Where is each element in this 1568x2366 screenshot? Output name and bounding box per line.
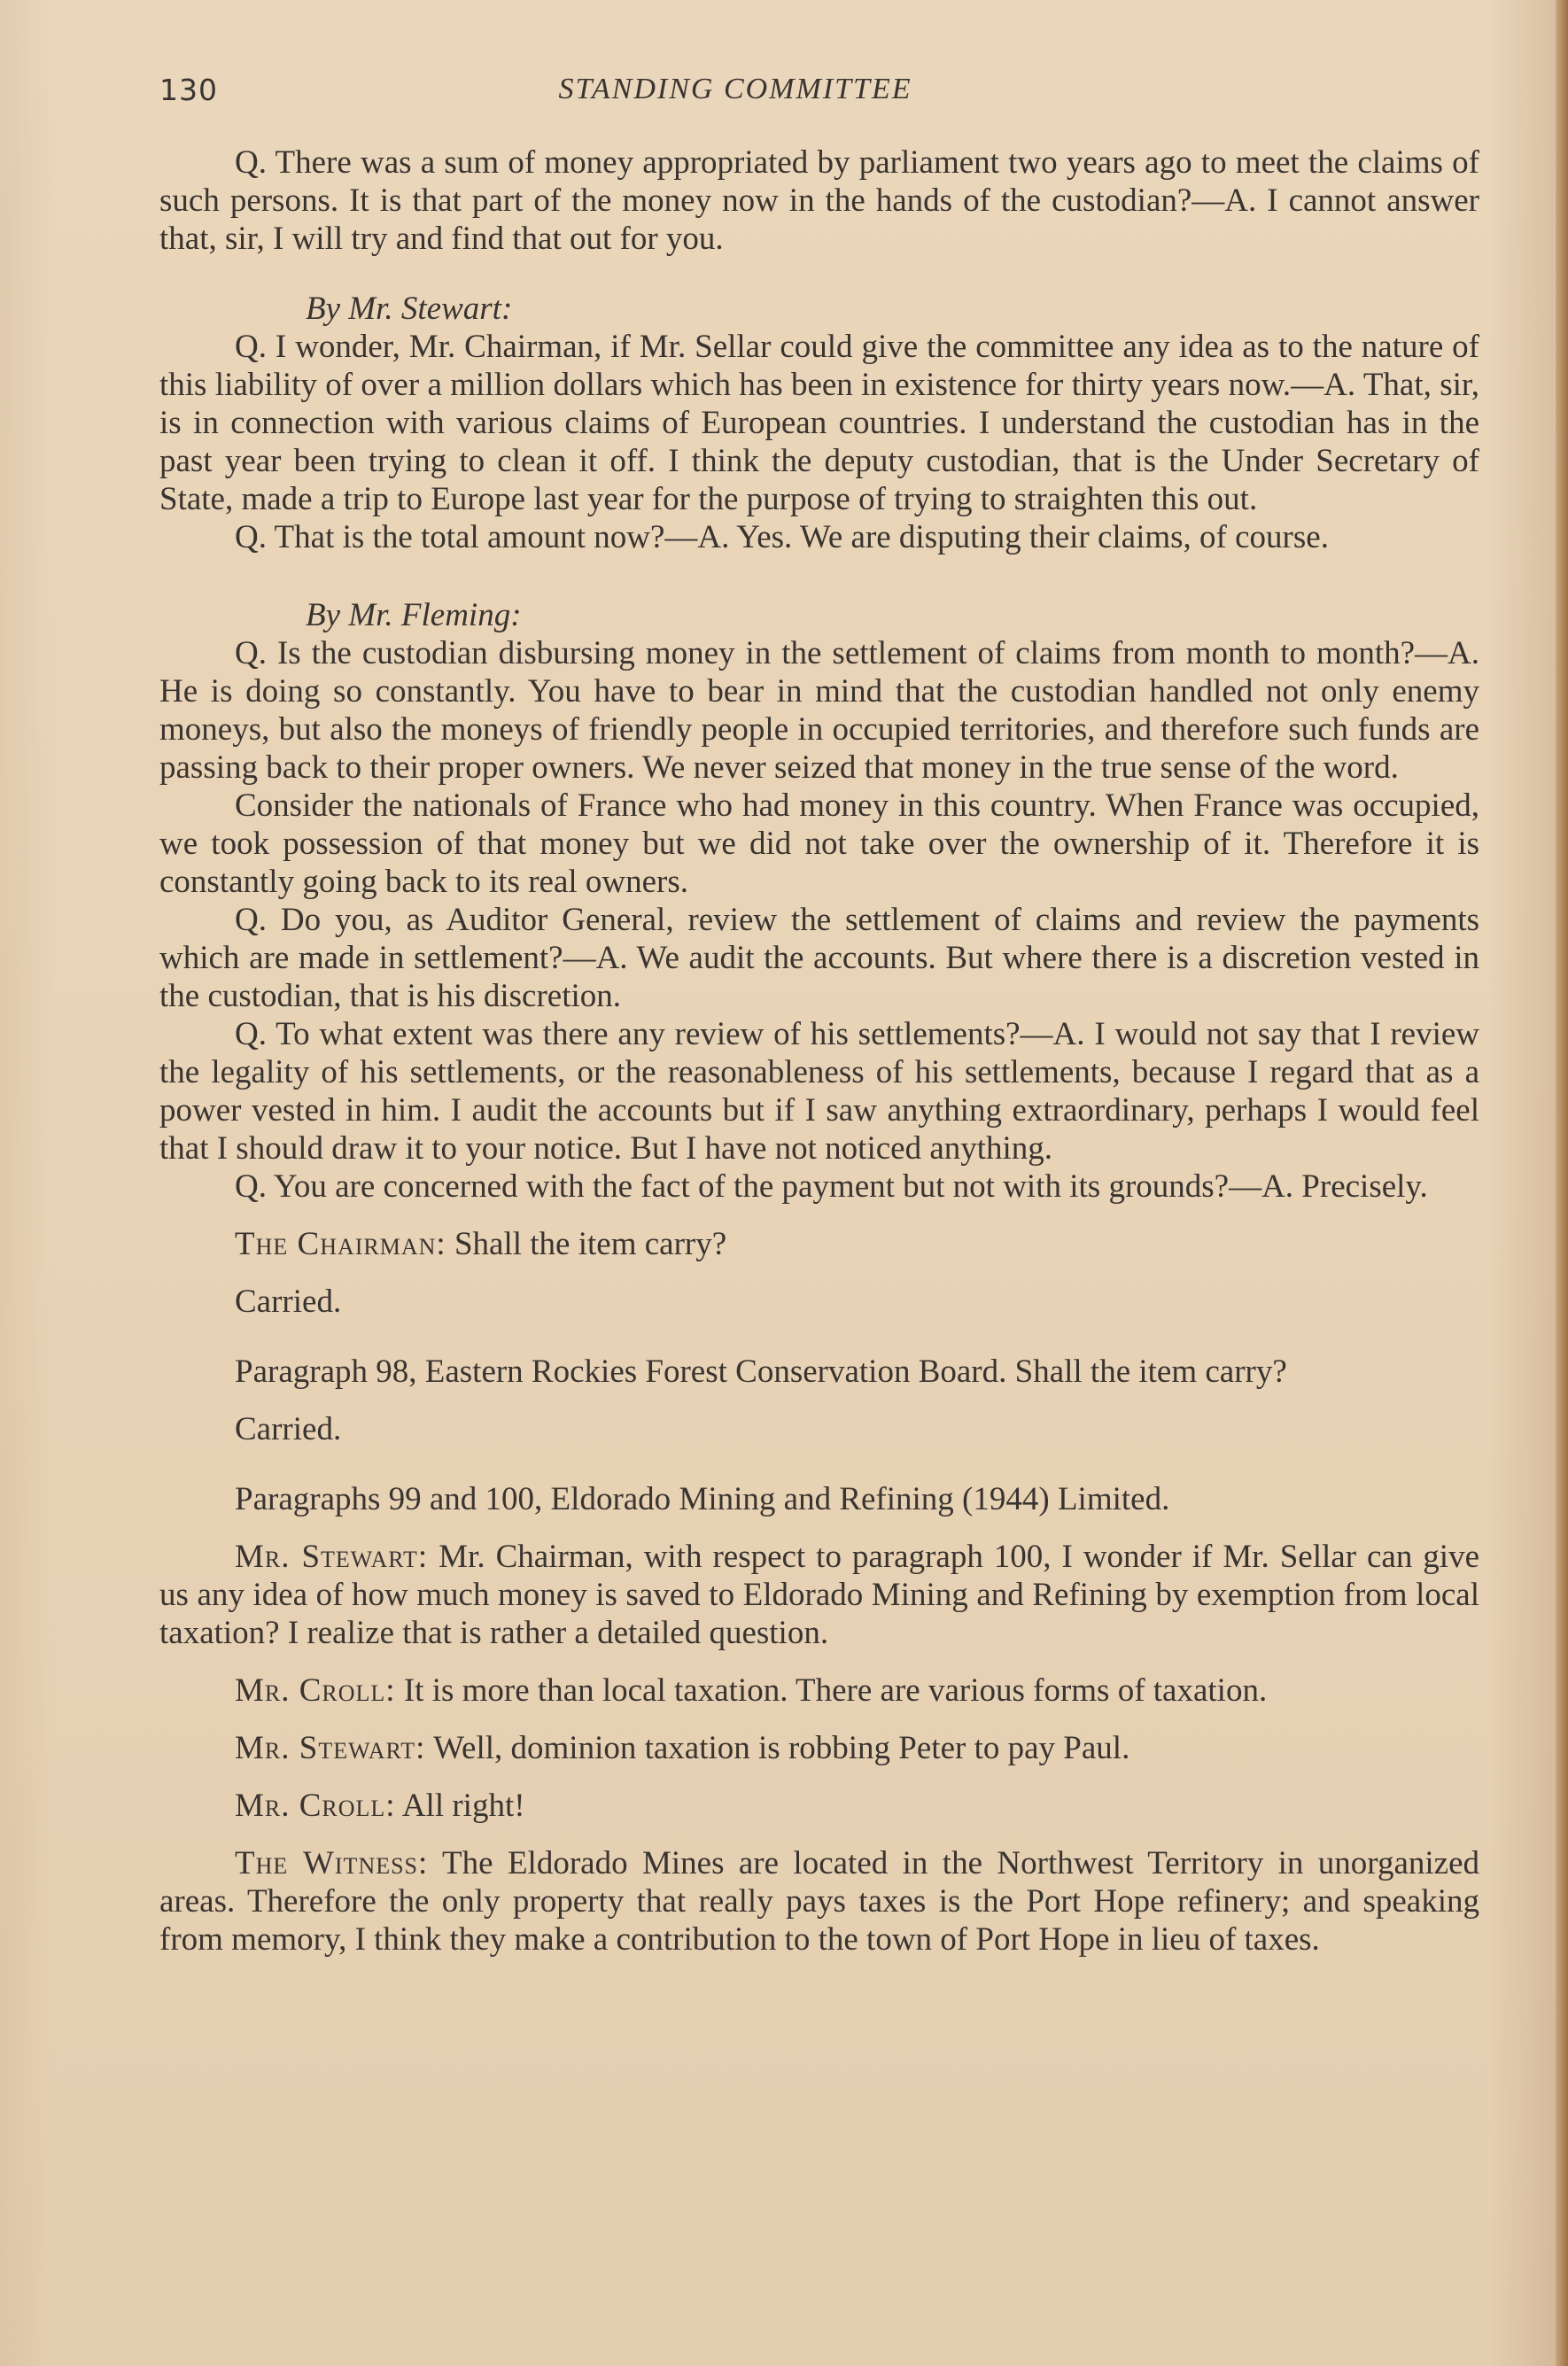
paragraph: Q. There was a sum of money appropriated by parliament two years ago to meet the claims of such persons. It is that part of the money now in the hands of the custodian?—A. I cannot answer that, sir, I will try and find that out for you. (159, 144, 1479, 257)
speech-text: Mr. Chairman, with respect to paragraph 100, I wonder if Mr. Sellar can give us any idea of how much money is saved to Eldorado Mining and Refining by exemption from local taxation? I realize that is rather a detailed question. (159, 1539, 1480, 1651)
paragraph: Paragraph 98, Eastern Rockies Forest Conservation Board. Shall the item carry? (235, 1354, 1287, 1390)
speaker-name: The Witness: (235, 1845, 429, 1881)
paragraph: Q. That is the total amount now?—A. Yes. We are disputing their claims, of course. (235, 519, 1329, 555)
running-head (159, 73, 1479, 115)
speech-text: Shall the item carry? (454, 1226, 727, 1262)
speaker-heading: By Mr. Fleming: (306, 597, 522, 633)
speaker-heading: By Mr. Stewart: (306, 291, 513, 327)
page-edge (1556, 0, 1568, 2366)
paragraph (159, 1225, 1479, 1263)
speaker-name: Mr. Stewart: (235, 1730, 426, 1766)
page-title: STANDING COMMITTEE (558, 73, 912, 105)
paragraph (159, 1844, 1479, 1959)
speaker-name: The Chairman: (235, 1226, 446, 1262)
paragraph: Carried. (235, 1284, 342, 1320)
speech-text: All right! (401, 1788, 525, 1824)
document-body (159, 144, 1479, 1959)
speech-text: The Eldorado Mines are located in the Northwest Territory in unorganized areas. Therefore the only property that really pays taxes is the Port Hope refinery; and speaking from memory, I think they make a contribution to the town of Port Hope in lieu of taxes. (159, 1845, 1479, 1958)
speech-text: Well, dominion taxation is robbing Peter to pay Paul. (433, 1730, 1130, 1766)
paragraph (159, 1672, 1479, 1710)
paragraph: Q. Is the custodian disbursing money in the settlement of claims from month to month?—A. He is doing so constantly. You have to bear in mind that the custodian handled not only enemy moneys, but also the moneys of friendly people in occupied territories, and therefore such funds are passing back to their proper owners. We never seized that money in the true sense of the word. (159, 635, 1479, 786)
page-number: 130 (159, 73, 218, 107)
paragraph: Q. To what extent was there any review of his settlements?—A. I would not say that I review the legality of his settlements, or the reasonableness of his settlements, because I regard that as a power vested in him. I audit the accounts but if I saw anything extraordinary, perhaps I would feel that I should draw it to your notice. But I have not noticed anything. (159, 1016, 1479, 1167)
speaker-name: Mr. Croll: (235, 1788, 396, 1824)
paragraph: Carried. (235, 1411, 342, 1447)
paragraph: Paragraphs 99 and 100, Eldorado Mining and Refining (1944) Limited. (235, 1481, 1170, 1517)
paragraph: Q. I wonder, Mr. Chairman, if Mr. Sellar could give the committee any idea as to the nature of this liability of over a million dollars which has been in existence for thirty years now.—A. That, sir, is in connection with various claims of European countries. I understand the custodian has in the past year been trying to clean it off. I think the deputy custodian, that is the Under Secretary of State, made a trip to Europe last year for the purpose of trying to straighten this out. (159, 329, 1479, 517)
speaker-name: Mr. Croll: (235, 1672, 396, 1709)
paragraph: Q. You are concerned with the fact of the payment but not with its grounds?—A. Precisely. (235, 1168, 1428, 1205)
paragraph (159, 1538, 1479, 1652)
speech-text: It is more than local taxation. There are various forms of taxation. (403, 1672, 1268, 1709)
paragraph: Q. Do you, as Auditor General, review the settlement of claims and review the payments which are made in settlement?—A. We audit the accounts. But where there is a discretion vested in the custodian, that is his discretion. (159, 902, 1479, 1014)
paragraph (159, 1787, 1479, 1825)
speaker-name: Mr. Stewart: (235, 1539, 429, 1575)
paragraph: Consider the nationals of France who had money in this country. When France was occupied, we took possession of that money but we did not take over the ownership of it. Therefore it is constantly going back to its real owners. (159, 787, 1479, 900)
paragraph (159, 1729, 1479, 1767)
